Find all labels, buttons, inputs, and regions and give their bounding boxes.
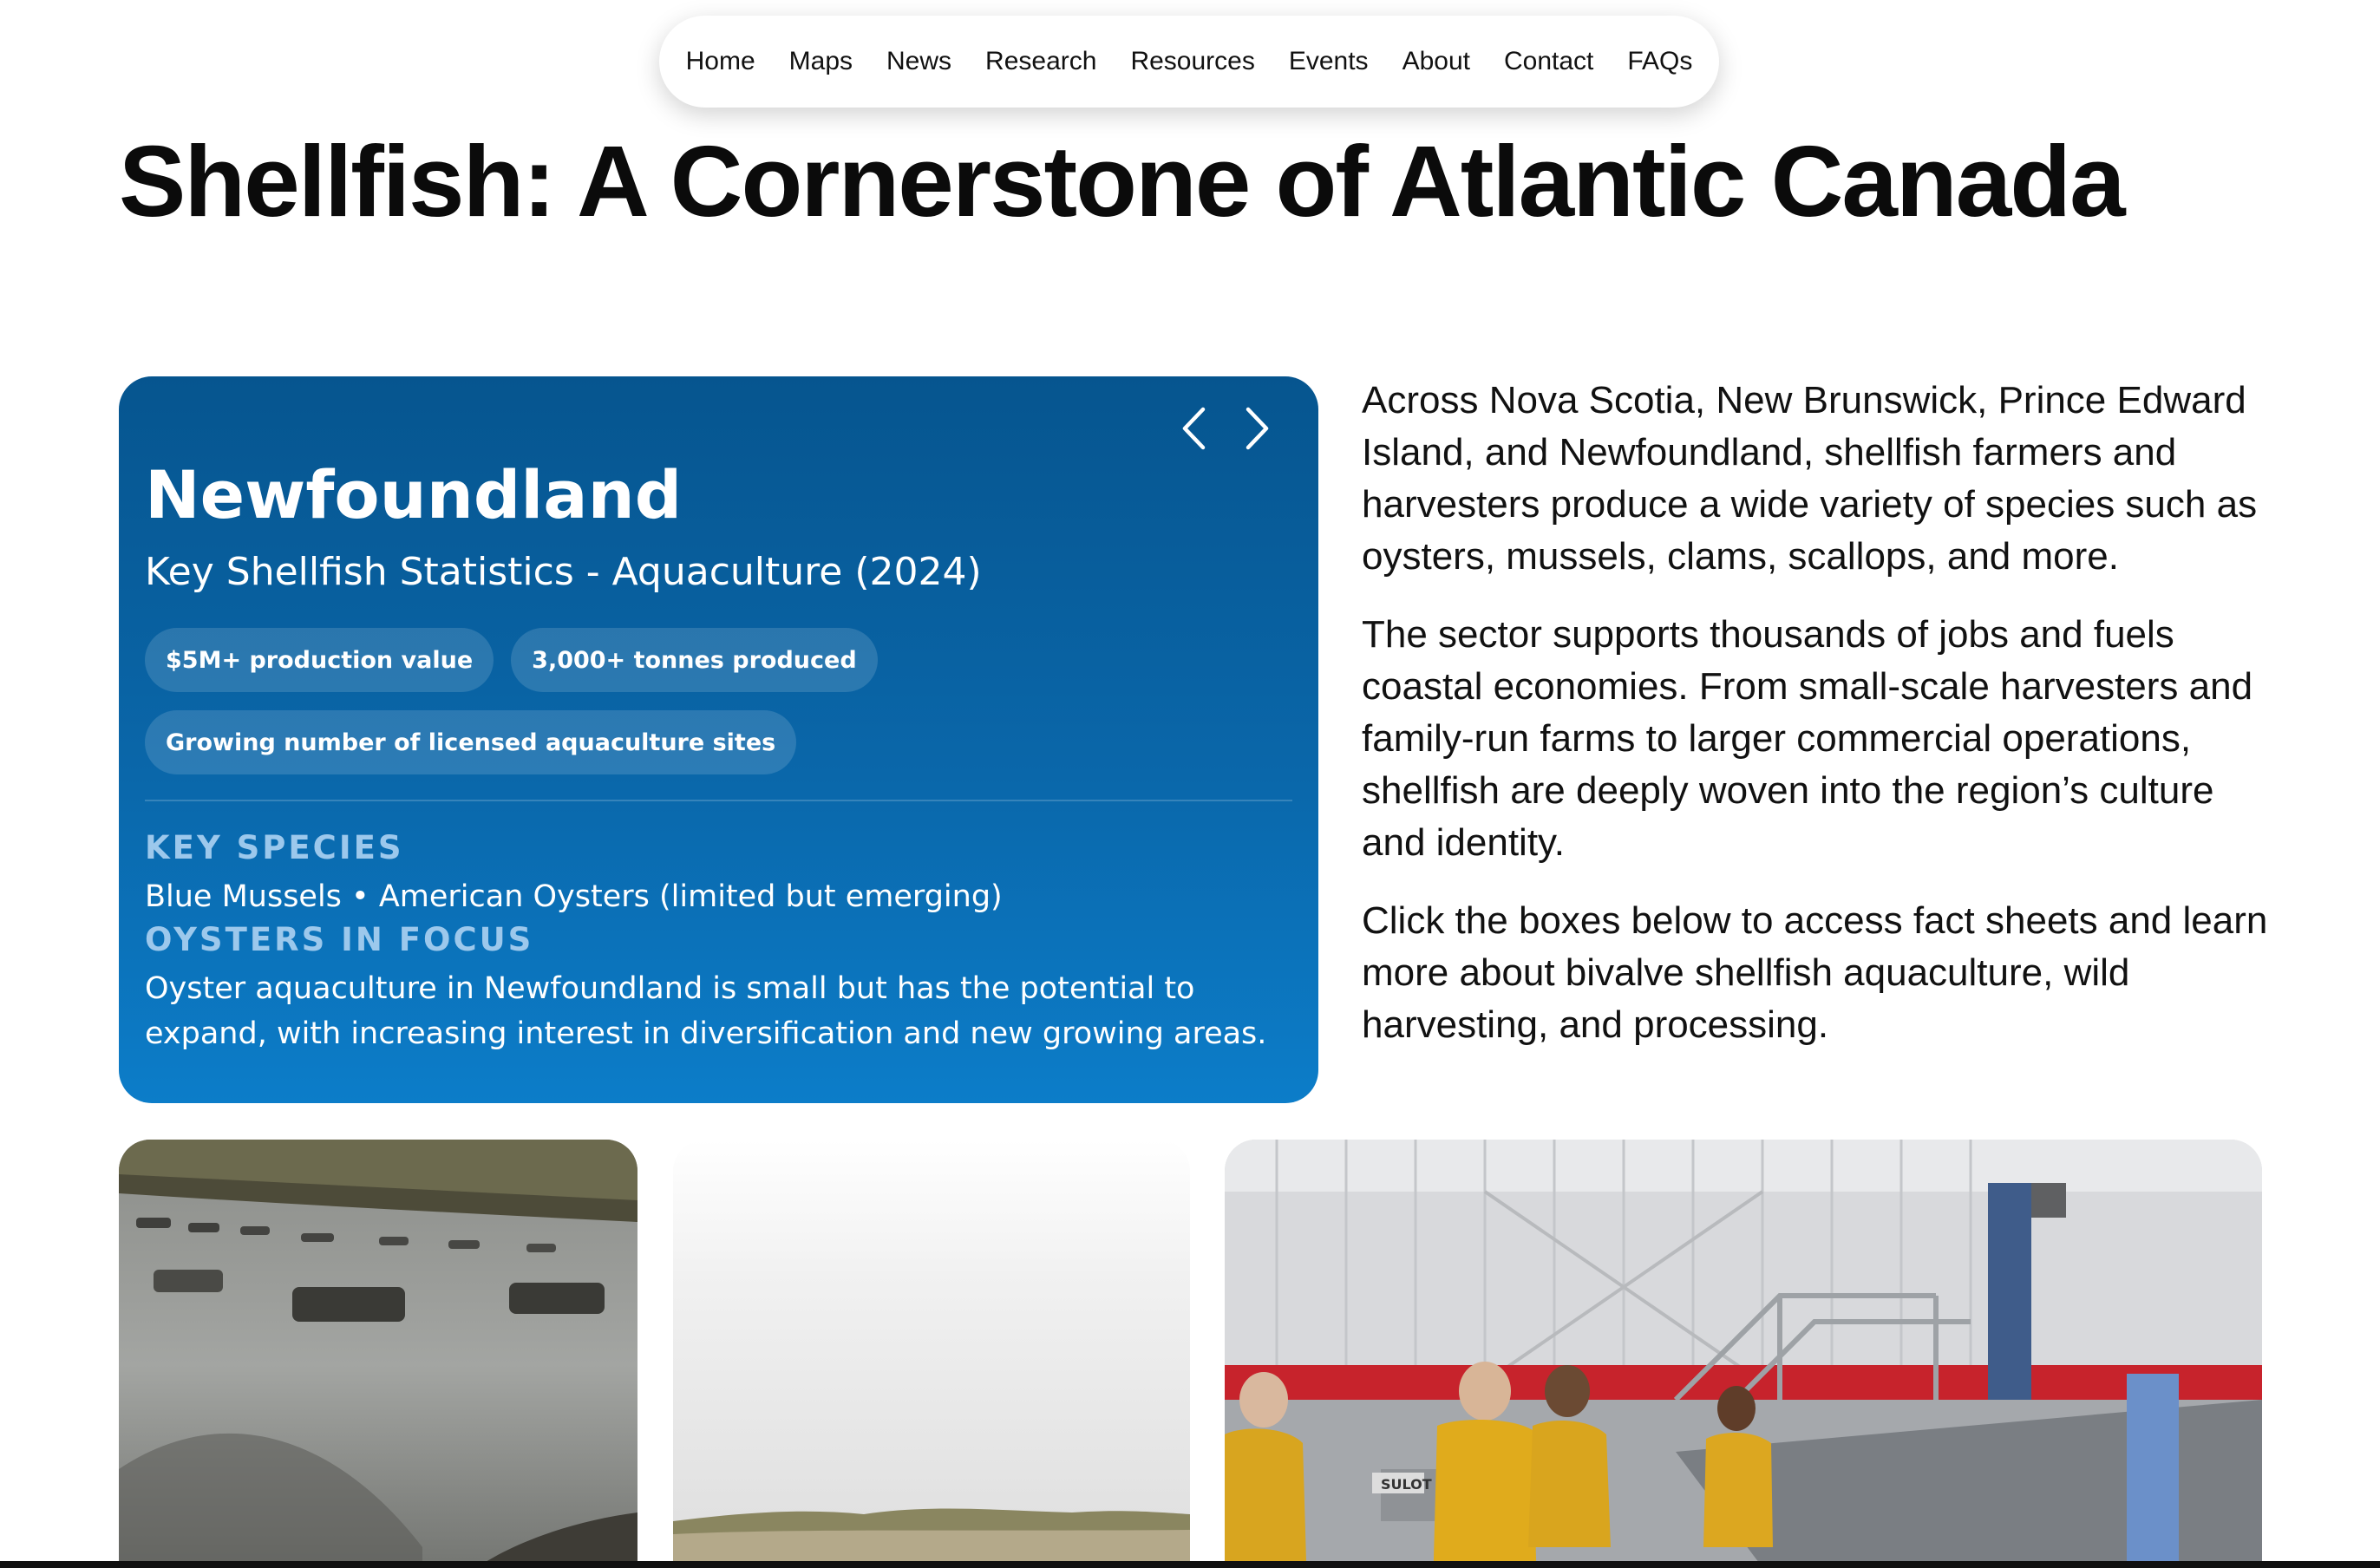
shoreline-photo xyxy=(673,1140,1190,1568)
page-title: Shellfish: A Cornerstone of Atlantic Canada xyxy=(119,125,2124,238)
chevron-left-icon xyxy=(1180,406,1206,451)
stat-pill-production-value: $5M+ production value xyxy=(145,628,494,692)
processing-tile[interactable] xyxy=(1225,1140,2262,1568)
aquaculture-tile[interactable] xyxy=(119,1140,638,1568)
nav-faqs[interactable]: FAQs xyxy=(1627,47,1693,75)
nav-home[interactable]: Home xyxy=(685,47,755,75)
chevron-right-icon xyxy=(1245,406,1271,451)
carousel-controls xyxy=(1174,402,1277,454)
nav-about[interactable]: About xyxy=(1402,47,1470,75)
region-stats-card xyxy=(119,376,1318,1103)
carousel-prev-button[interactable] xyxy=(1174,402,1213,454)
stat-pill-row xyxy=(145,628,878,692)
key-species-text: Blue Mussels • American Oysters (limited but emerging) xyxy=(145,879,1003,914)
card-divider xyxy=(145,800,1292,801)
key-species-label: KEY SPECIES xyxy=(145,829,404,866)
intro-paragraph: Across Nova Scotia, New Brunswick, Prince Edward Island, and Newfoundland, shellfish farmers and harvesters produce a wide variety of species such as oysters, mussels, clams, scallops, and more. xyxy=(1362,379,2258,578)
main-nav xyxy=(659,16,1719,108)
wild-harvest-tile[interactable] xyxy=(673,1140,1190,1568)
stat-pill-row xyxy=(145,710,796,774)
stat-pill-licensed-sites: Growing number of licensed aquaculture sites xyxy=(145,710,796,774)
nav-news[interactable]: News xyxy=(886,47,952,75)
intro-paragraph: The sector supports thousands of jobs and fuels coastal economies. From small-scale harvesters and family-run farms to larger commercial operations, shellfish are deeply woven into the region’s culture and identity. xyxy=(1362,613,2253,864)
nav-maps[interactable]: Maps xyxy=(788,47,853,75)
nav-contact[interactable]: Contact xyxy=(1503,47,1594,75)
intro-paragraph: Click the boxes below to access fact sheets and learn more about bivalve shellfish aquaculture, wild harvesting, and processing. xyxy=(1362,899,2268,1046)
nav-events[interactable]: Events xyxy=(1288,47,1369,75)
oysters-focus-label: OYSTERS IN FOCUS xyxy=(145,921,534,958)
processing-plant-photo xyxy=(1225,1140,2262,1568)
oysters-focus-text: Oyster aquaculture in Newfoundland is small but has the potential to expand, with increasing interest in diversification and new growing areas. xyxy=(145,971,1267,1051)
stats-subtitle: Key Shellfish Statistics - Aquaculture (2024) xyxy=(145,550,982,594)
region-title: Newfoundland xyxy=(145,456,683,533)
plant-sign: SULOT xyxy=(1381,1476,1432,1493)
stat-pill-tonnes: 3,000+ tonnes produced xyxy=(511,628,878,692)
intro-copy xyxy=(1362,375,2272,1077)
page-bottom-edge xyxy=(0,1561,2380,1568)
nav-resources[interactable]: Resources xyxy=(1130,47,1255,75)
oyster-farm-photo xyxy=(119,1140,638,1568)
nav-research[interactable]: Research xyxy=(985,47,1097,75)
carousel-next-button[interactable] xyxy=(1239,402,1277,454)
